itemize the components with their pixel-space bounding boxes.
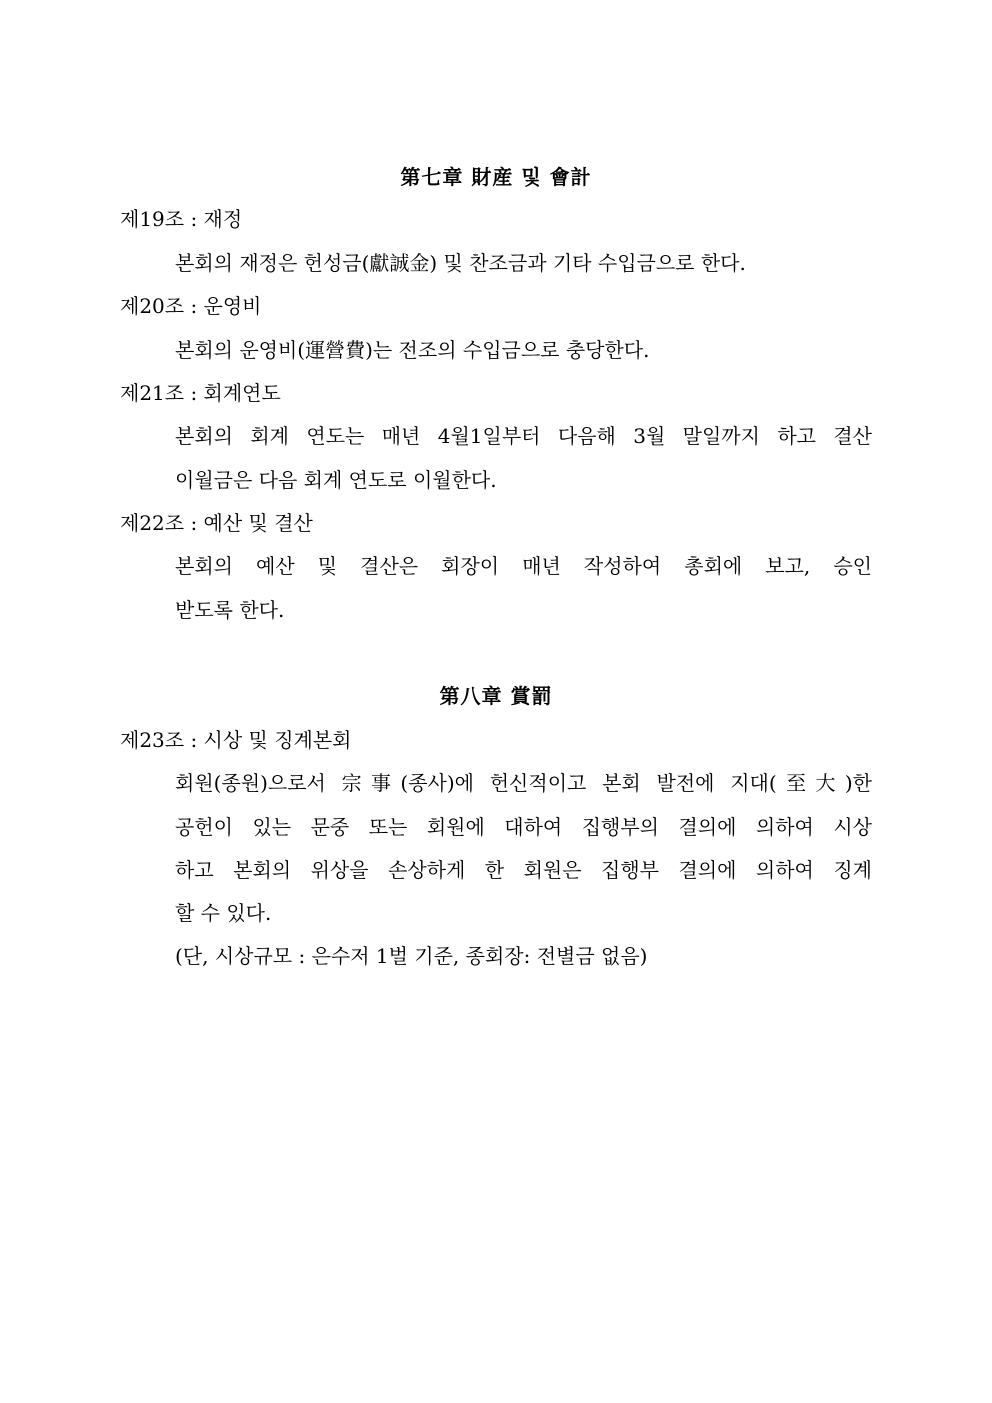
article-text: 본회의 회계 연도는 매년 4월1일부터 다음해 3월 말일까지 하고 결산 (175, 424, 872, 448)
article-text: 본회의 운영비(運營費)는 전조의 수입금으로 충당한다. (175, 338, 650, 362)
chapter-title: 第八章 賞罰 (439, 684, 553, 708)
article-text: 이월금은 다음 회계 연도로 이월한다. (175, 468, 497, 492)
article-text: 공헌이 있는 문중 또는 회원에 대하여 집행부의 결의에 의하여 시상 (175, 815, 872, 839)
article-text: 회원(종원)으로서 宗事(종사)에 헌신적이고 본회 발전에 지대(至大)한 (175, 771, 872, 795)
article-heading: 제22조 : 예산 및 결산 (120, 511, 313, 535)
article-note: (단, 시상규모 : 은수저 1벌 기준, 종회장: 전별금 없음) (175, 944, 648, 968)
article-heading: 제19조 : 재정 (120, 207, 243, 231)
article-text: 본회의 예산 및 결산은 회장이 매년 작성하여 총회에 보고, 승인 (175, 554, 872, 578)
article-text: 하고 본회의 위상을 손상하게 한 회원은 집행부 결의에 의하여 징계 (175, 858, 872, 882)
chapter-title: 第七章 財産 및 會計 (400, 165, 592, 189)
article-heading: 제21조 : 회계연도 (120, 381, 281, 405)
article-heading: 제20조 : 운영비 (120, 294, 262, 318)
article-text: 할 수 있다. (175, 901, 272, 925)
article-text: 본회의 재정은 헌성금(獻誠金) 및 찬조금과 기타 수입금으로 한다. (175, 251, 746, 275)
article-text: 받도록 한다. (175, 598, 285, 622)
article-heading: 제23조 : 시상 및 징계본회 (120, 728, 352, 752)
